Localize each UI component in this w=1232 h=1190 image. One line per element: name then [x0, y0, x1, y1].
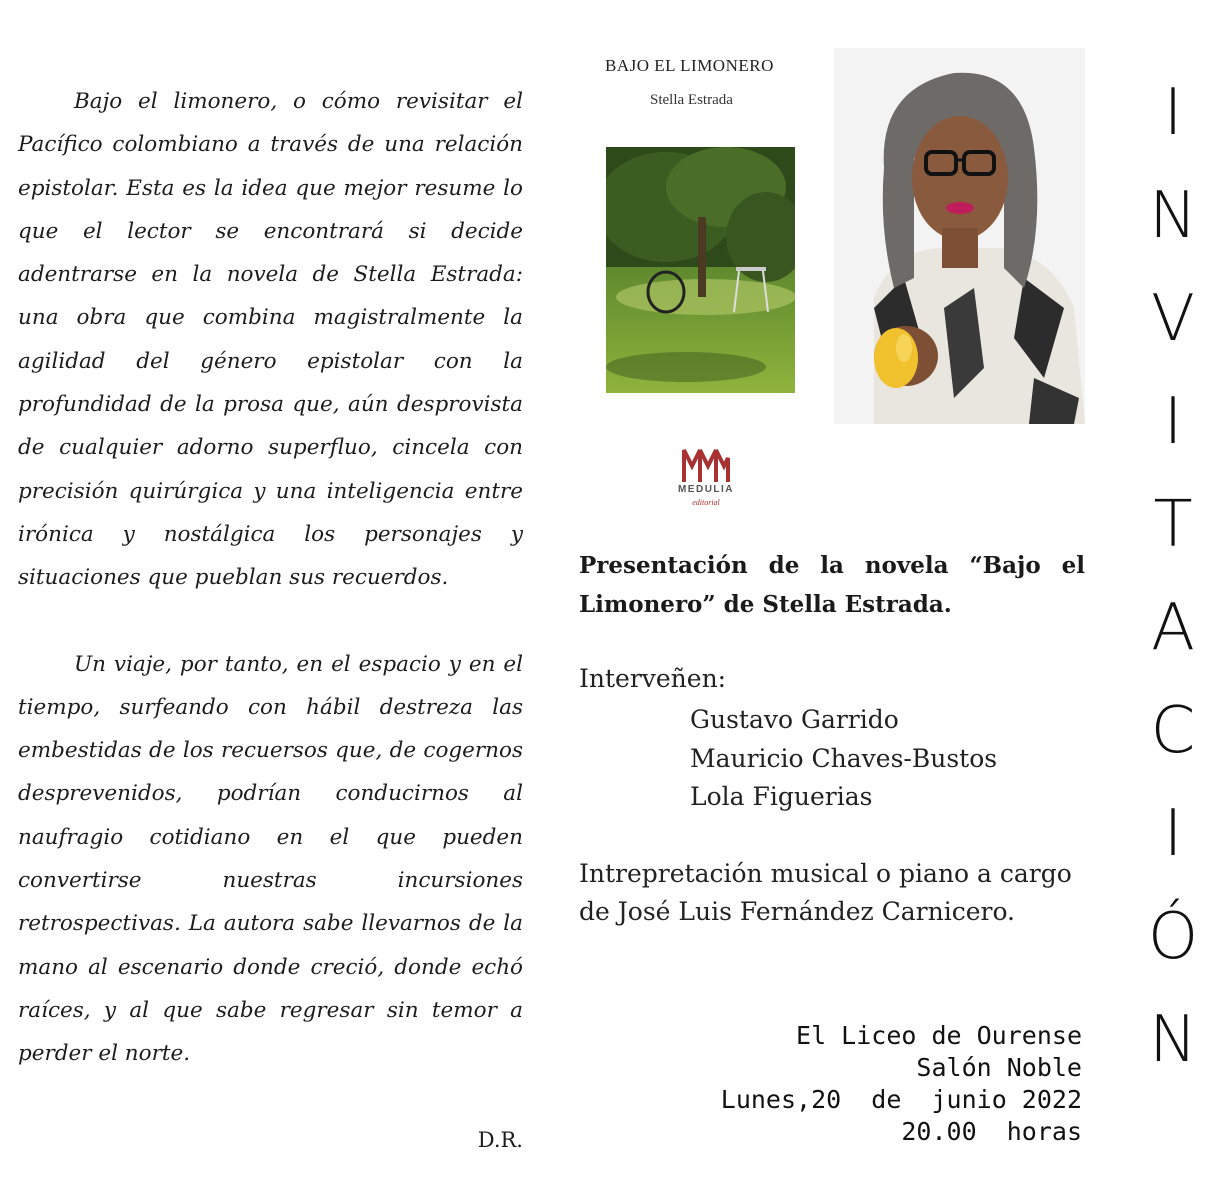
- event-date: Lunes,20 de junio 2022: [720, 1085, 1082, 1114]
- title-letter: C: [1150, 694, 1196, 768]
- book-cover-author: Stella Estrada: [650, 92, 733, 108]
- music-note: Intrepretación musical o piano a cargo de José Luis Fernández Carnicero.: [579, 859, 1072, 926]
- event-time: 20.00 horas: [901, 1117, 1082, 1146]
- review-signature: D.R.: [477, 1127, 523, 1152]
- book-cover-image: [606, 147, 795, 393]
- publisher-logo: [670, 444, 742, 514]
- invitation-vertical-title: [1140, 62, 1206, 1092]
- review-paragraph-1: Bajo el limonero, o cómo revisitar el Pacífico colombiano a través de una relación epistolar. Esta es la idea que mejor resume lo que el lector se encontrará si decide adentrarse en la novela de Stella Estrada: una obra que combina magistralmente la agilidad del género epistolar con la profundidad de la prosa que, aún desprovista de cualquier adorno superfluo, cincela con precisión quirúrgica y una inteligencia entre irónica y nostálgica los personajes y situaciones que pueblan sus recuerdos.: [18, 89, 523, 591]
- book-cover-title: BAJO EL LIMONERO: [605, 56, 774, 75]
- venue-name: El Liceo de Ourense: [796, 1021, 1082, 1050]
- venue-room: Salón Noble: [916, 1053, 1082, 1082]
- title-letter: A: [1151, 591, 1195, 665]
- speakers-label: Interveñen:: [579, 664, 727, 693]
- title-letter: I: [1163, 797, 1183, 871]
- title-letter: V: [1151, 282, 1195, 356]
- presentation-heading: Presentación de la novela “Bajo el Limonero” de Stella Estrada.: [579, 552, 1085, 618]
- review-paragraph-2: Un viaje, por tanto, en el espacio y en el tiempo, surfeando con hábil destreza las embestidas de los recuersos que, de cogernos desprevenidos, podrían conducirnos al naufragio cotidiano en el que pueden convertirse nuestras incursiones retrospectivas. La autora sabe llevarnos de la mano al escenario donde creció, donde echó raíces, y al que sabe regresar sin temor a perder el norte.: [18, 651, 523, 1067]
- venue-details: [721, 1020, 1082, 1148]
- title-letter: I: [1163, 385, 1183, 459]
- author-portrait: [834, 48, 1085, 424]
- title-letter: T: [1153, 488, 1193, 562]
- speaker-item: Gustavo Garrido: [690, 705, 899, 734]
- title-letter: Ó: [1147, 900, 1199, 974]
- publisher-sub: editorial: [692, 498, 720, 507]
- speaker-item: Lola Figuerias: [690, 782, 873, 811]
- speaker-item: Mauricio Chaves-Bustos: [690, 743, 998, 773]
- review-text: [18, 80, 523, 1162]
- title-letter: N: [1149, 1003, 1197, 1077]
- title-letter: I: [1163, 76, 1183, 150]
- publisher-name: MEDULIA: [677, 484, 735, 495]
- speakers-list: [690, 701, 997, 817]
- title-letter: N: [1149, 179, 1197, 253]
